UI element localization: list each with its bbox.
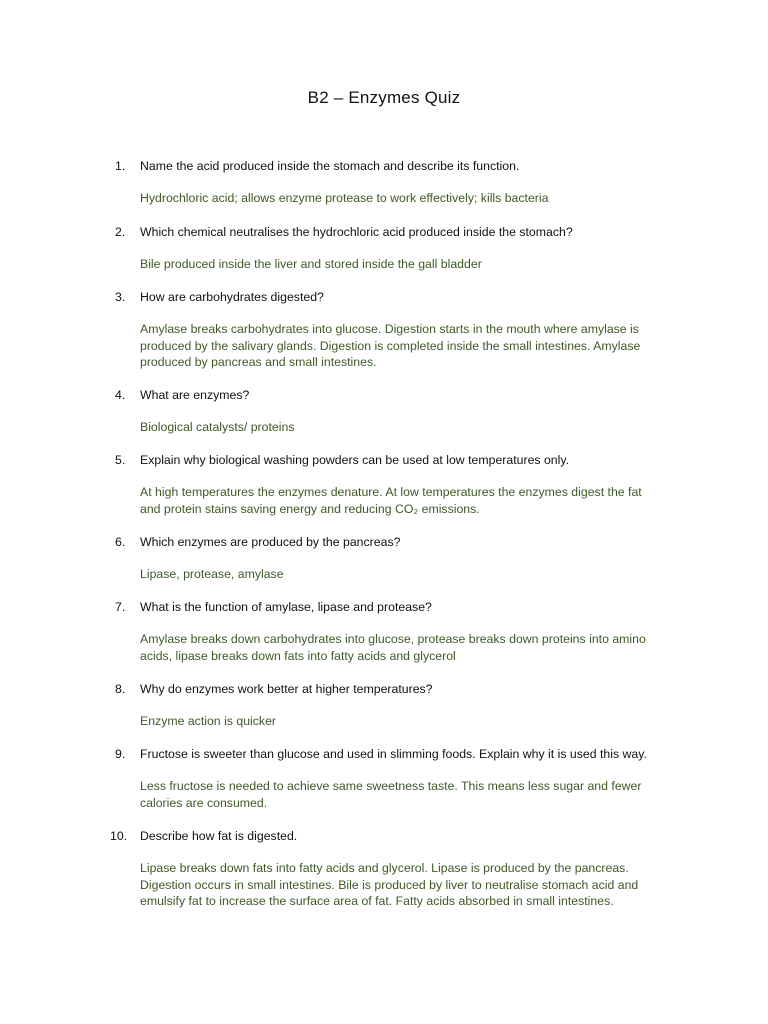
question-text: Which chemical neutralises the hydrochloric acid produced inside the stomach? (140, 225, 573, 239)
answer-line: acids, lipase breaks down fats into fatty acids and glycerol (140, 648, 456, 663)
answer-text (140, 419, 668, 436)
question-text: Fructose is sweeter than glucose and used in slimming foods. Explain why it is used this way. (140, 747, 647, 761)
answer-text (140, 631, 668, 664)
answer-line: Less fructose is needed to achieve same sweetness taste. This means less sugar and fewer (140, 779, 642, 793)
answer-line: Lipase breaks down fats into fatty acids and glycerol. Lipase is produced by the pancreas. (140, 861, 629, 875)
question-text: Which enzymes are produced by the pancreas? (140, 535, 401, 549)
answer-line: Amylase breaks down carbohydrates into glucose, protease breaks down proteins into amino (140, 632, 646, 646)
answer-text (140, 713, 668, 730)
answer-line: produced by pancreas and small intestines. (140, 355, 377, 369)
answer-line: At high temperatures the enzymes denature. At low temperatures the enzymes digest the fat (140, 485, 642, 499)
item-number: 1. (115, 159, 126, 173)
answer-line: Bile produced inside the liver and stored inside the gall bladder (140, 257, 482, 271)
question-text: Describe how fat is digested. (140, 829, 298, 843)
item-number: 6. (115, 535, 126, 549)
answer-line: and protein stains saving energy and reducing CO₂ emissions. (140, 501, 480, 516)
answer-text (140, 566, 668, 583)
answer-line: produced by the salivary glands. Digestion is completed inside the small intestines. Amylase (140, 338, 641, 353)
item-number: 7. (115, 600, 126, 614)
item-number: 8. (115, 682, 126, 696)
question-text: What are enzymes? (140, 388, 250, 402)
answer-line: calories are consumed. (140, 795, 268, 810)
answer-line: emulsify fat to increase the surface area of fat. Fatty acids absorbed in small intestines. (140, 894, 614, 908)
answer-line: Enzyme action is quicker (140, 714, 277, 728)
item-number: 9. (115, 747, 126, 761)
question-text: Name the acid produced inside the stomach and describe its function. (140, 159, 520, 173)
item-number: 4. (115, 388, 126, 402)
answer-text (140, 778, 668, 811)
answer-line: Digestion occurs in small intestines. Bile is produced by liver to neutralise stomach acid and (140, 877, 639, 892)
answer-line: Amylase breaks carbohydrates into glucose. Digestion starts in the mouth where amylase is (140, 322, 639, 336)
question-text: Explain why biological washing powders can be used at low temperatures only. (140, 453, 570, 467)
item-number: 10. (110, 829, 128, 843)
question-text: What is the function of amylase, lipase and protease? (140, 600, 432, 614)
item-number: 2. (115, 225, 126, 239)
question-text: How are carbohydrates digested? (140, 290, 324, 304)
question-text: Why do enzymes work better at higher temperatures? (140, 682, 433, 696)
answer-line: Biological catalysts/ proteins (140, 420, 295, 434)
item-number: 3. (115, 290, 126, 304)
answer-text (140, 190, 668, 207)
answer-text (140, 860, 668, 910)
page-title: B2 – Enzymes Quiz (307, 88, 461, 107)
answer-line: Lipase, protease, amylase (140, 567, 284, 581)
item-number: 5. (115, 453, 126, 467)
answer-text (140, 321, 668, 371)
answer-line: Hydrochloric acid; allows enzyme protease to work effectively; kills bacteria (140, 191, 549, 205)
answer-text (140, 484, 668, 517)
answer-text (140, 256, 668, 273)
